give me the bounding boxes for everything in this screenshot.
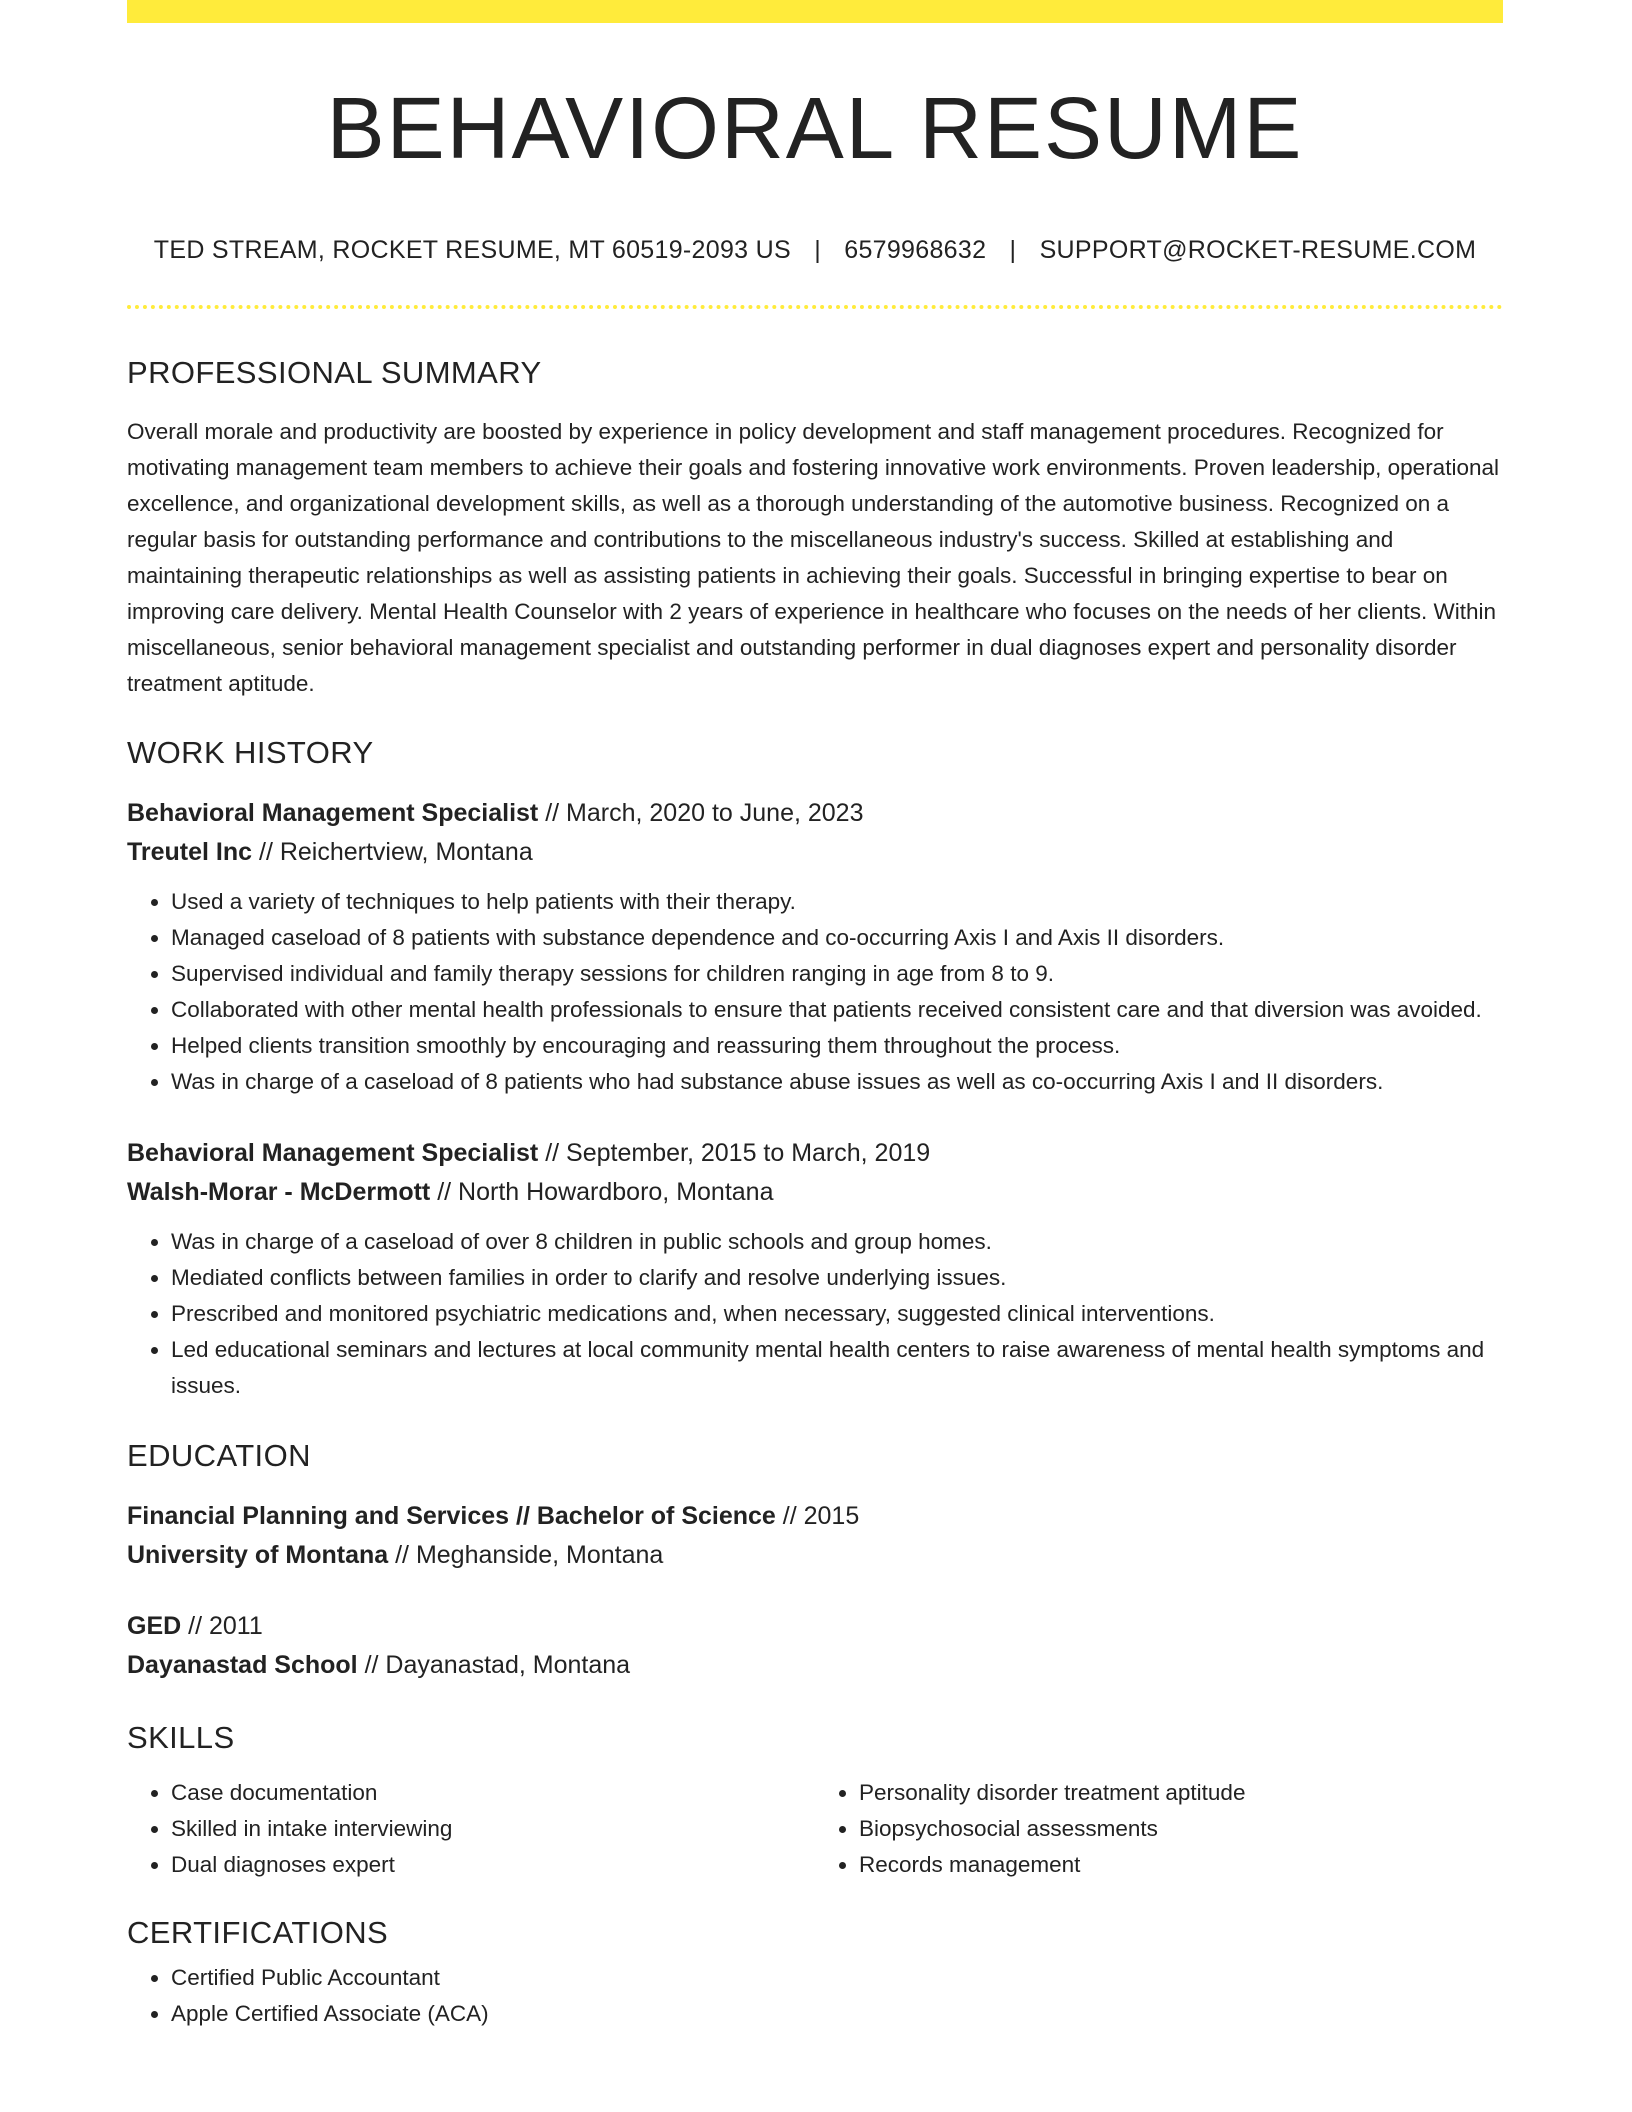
job-title-line [127, 1134, 1503, 1173]
list-item: • Used a variety of techniques to help patients with their therapy. [171, 884, 1503, 920]
degree-line [127, 1607, 1503, 1646]
skills-grid [127, 1775, 1503, 1883]
contact-phone: 6579968632 [844, 236, 987, 264]
list-item: • Prescribed and monitored psychiatric medications and, when necessary, suggested clinical interventions. [171, 1296, 1503, 1332]
resume-page [127, 0, 1503, 2032]
list-item: • Biopsychosocial assessments [859, 1811, 1503, 1847]
job-entry [127, 1134, 1503, 1404]
degree: Financial Planning and Services // Bachelor of Science [127, 1502, 776, 1530]
list-item: • Was in charge of a caseload of 8 patients who had substance abuse issues as well as co-occurring Axis I and II disorders. [171, 1064, 1503, 1100]
certifications-heading: CERTIFICATIONS [127, 1915, 389, 1950]
job-company: Walsh-Morar - McDermott [127, 1178, 431, 1206]
degree-year: // 2011 [181, 1612, 263, 1640]
school-location: // Dayanastad, Montana [357, 1651, 631, 1679]
school-line [127, 1536, 1503, 1575]
school-line [127, 1646, 1503, 1685]
job-company: Treutel Inc [127, 838, 253, 866]
skills-right-column [815, 1775, 1503, 1883]
contact-address: TED STREAM, ROCKET RESUME, MT 60519-2093 US [153, 236, 791, 264]
summary-heading: PROFESSIONAL SUMMARY [127, 355, 542, 390]
list-item: • Apple Certified Associate (ACA) [171, 1996, 1503, 2032]
certifications-list [127, 1960, 1503, 2032]
top-accent-bar [127, 0, 1503, 23]
job-location: // North Howardboro, Montana [430, 1178, 774, 1206]
education-heading: EDUCATION [127, 1438, 311, 1473]
degree: GED [127, 1612, 182, 1640]
work-history-heading: WORK HISTORY [127, 735, 374, 770]
school-location: // Meghanside, Montana [388, 1541, 664, 1569]
list-item: • Collaborated with other mental health professionals to ensure that patients received consistent care and that diversion was avoided. [171, 992, 1503, 1028]
skills-left-column [127, 1775, 815, 1883]
list-item: • Certified Public Accountant [171, 1960, 1503, 1996]
list-item: • Led educational seminars and lectures at local community mental health centers to raise awareness of mental health symptoms and issues. [171, 1332, 1503, 1404]
list-item: • Supervised individual and family therapy sessions for children ranging in age from 8 to 9. [171, 956, 1503, 992]
job-location: // Reichertview, Montana [252, 838, 533, 866]
school: University of Montana [127, 1541, 389, 1569]
contact-separator: | [814, 236, 821, 264]
list-item: • Dual diagnoses expert [171, 1847, 815, 1883]
list-item: • Helped clients transition smoothly by encouraging and reassuring them throughout the process. [171, 1028, 1503, 1064]
education-entry [127, 1607, 1503, 1685]
job-dates: // March, 2020 to June, 2023 [538, 799, 864, 827]
resume-title: BEHAVIORAL RESUME [326, 80, 1304, 177]
degree-year: // 2015 [775, 1502, 860, 1530]
job-title: Behavioral Management Specialist [127, 1139, 539, 1167]
summary-text: Overall morale and productivity are boosted by experience in policy development and staff management procedures. Recognized for motivating management team members to achieve their goals and fostering innovative work environments. Proven leadership, operational excellence, and organizational development skills, as well as a thorough understanding of the automotive business. Recognized on a regular basis for outstanding performance and contributions to the miscellaneous industry's success. Skilled at establishing and maintaining therapeutic relationships as well as assisting patients in achieving their goals. Successful in bringing expertise to bear on improving care delivery. Mental Health Counselor with 2 years of experience in healthcare who focuses on the needs of her clients. Within miscellaneous, senior behavioral management specialist and outstanding performer in dual diagnoses expert and personality disorder treatment aptitude. [127, 419, 1499, 696]
contact-line [127, 238, 1503, 263]
job-entry [127, 794, 1503, 1100]
list-item: • Managed caseload of 8 patients with substance dependence and co-occurring Axis I and Axis II disorders. [171, 920, 1503, 956]
dotted-divider [127, 305, 1503, 309]
degree-line [127, 1497, 1503, 1536]
job-dates: // September, 2015 to March, 2019 [538, 1139, 931, 1167]
school: Dayanastad School [127, 1651, 358, 1679]
list-item: • Records management [859, 1847, 1503, 1883]
skills-heading: SKILLS [127, 1720, 235, 1755]
job-company-line [127, 833, 1503, 872]
list-item: • Was in charge of a caseload of over 8 children in public schools and group homes. [171, 1224, 1503, 1260]
contact-email: SUPPORT@ROCKET-RESUME.COM [1039, 236, 1477, 264]
job-bullets [127, 884, 1503, 1100]
list-item: • Skilled in intake interviewing [171, 1811, 815, 1847]
job-title-line [127, 794, 1503, 833]
list-item: • Mediated conflicts between families in order to clarify and resolve underlying issues. [171, 1260, 1503, 1296]
job-company-line [127, 1173, 1503, 1212]
education-entry [127, 1497, 1503, 1575]
job-bullets [127, 1224, 1503, 1404]
list-item: • Case documentation [171, 1775, 815, 1811]
job-title: Behavioral Management Specialist [127, 799, 539, 827]
contact-separator: | [1009, 236, 1017, 264]
list-item: • Personality disorder treatment aptitude [859, 1775, 1503, 1811]
